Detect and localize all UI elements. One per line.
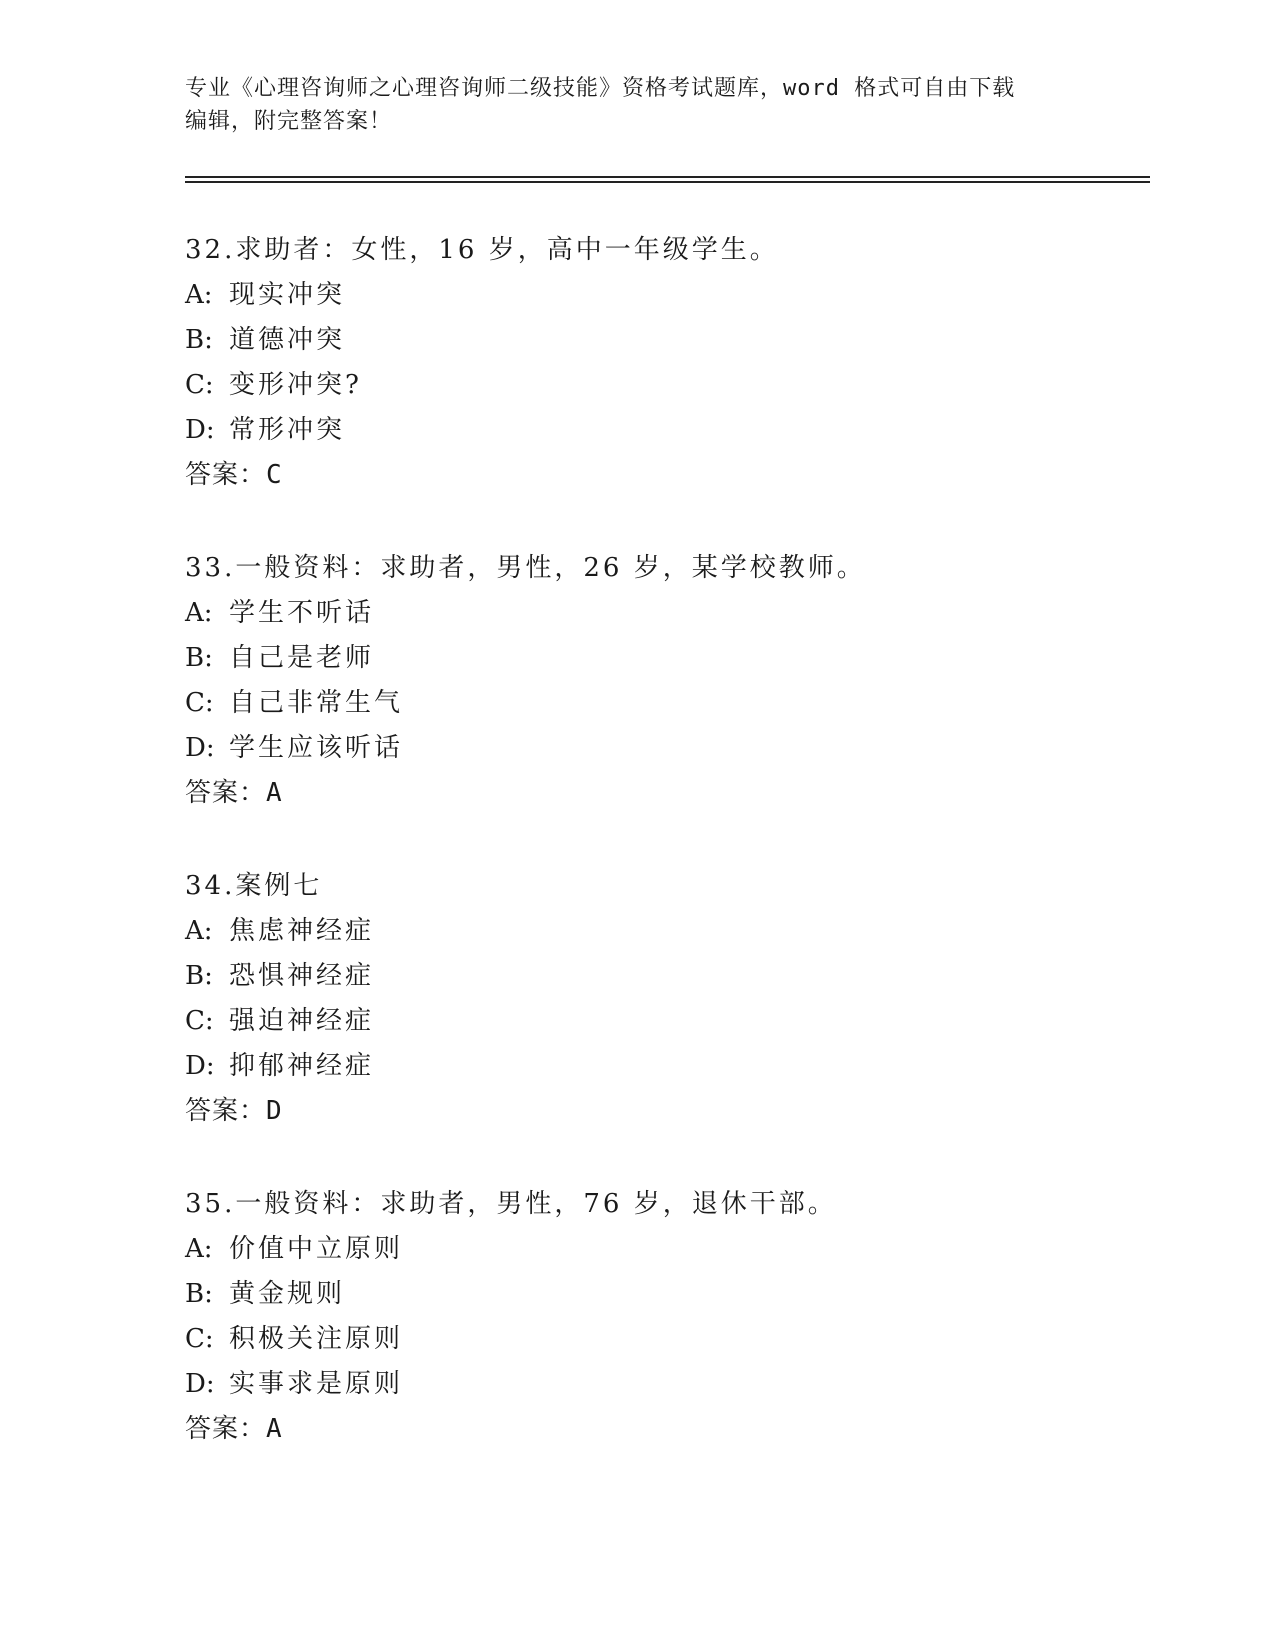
option-d	[185, 726, 1145, 771]
option-text: 学生不听话	[229, 598, 375, 628]
option-text: 道德冲突	[229, 325, 346, 355]
answer-line	[185, 453, 1145, 498]
option-letter: C:	[185, 370, 214, 400]
option-letter: A:	[185, 280, 213, 310]
option-b	[185, 318, 1145, 363]
option-letter: C:	[185, 1006, 214, 1036]
answer-line	[185, 771, 1145, 816]
option-c	[185, 999, 1145, 1044]
header-line-1: 专业《心理咨询师之心理咨询师二级技能》资格考试题库，word 格式可自由下载	[185, 76, 1016, 101]
option-text: 强迫神经症	[229, 1006, 375, 1036]
answer-label: 答案：	[185, 1414, 267, 1444]
option-text: 常形冲突	[229, 415, 346, 445]
question-block	[185, 546, 1145, 816]
option-text: 黄金规则	[229, 1279, 346, 1309]
option-text: 自己是老师	[229, 643, 375, 673]
header-line-2: 编辑，附完整答案！	[185, 109, 393, 134]
option-c	[185, 681, 1145, 726]
option-text: 自己非常生气	[229, 688, 404, 718]
option-letter: A:	[185, 598, 213, 628]
document-header	[185, 72, 1085, 138]
option-c	[185, 363, 1145, 408]
option-b	[185, 1272, 1145, 1317]
answer-label: 答案：	[185, 460, 267, 490]
option-text: 变形冲突?	[229, 370, 362, 400]
option-letter: B:	[185, 1279, 213, 1309]
option-letter: A:	[185, 916, 213, 946]
option-a	[185, 273, 1145, 318]
question-block	[185, 864, 1145, 1134]
option-d	[185, 408, 1145, 453]
option-text: 实事求是原则	[229, 1369, 404, 1399]
question-block	[185, 228, 1145, 498]
option-text: 价值中立原则	[229, 1234, 404, 1264]
option-text: 抑郁神经症	[229, 1051, 375, 1081]
header-divider-bottom	[185, 181, 1150, 183]
answer-label: 答案：	[185, 1096, 267, 1126]
option-letter: D:	[185, 1051, 215, 1081]
option-text: 现实冲突	[229, 280, 346, 310]
option-c	[185, 1317, 1145, 1362]
option-text: 恐惧神经症	[229, 961, 375, 991]
answer-line	[185, 1089, 1145, 1134]
option-a	[185, 1227, 1145, 1272]
question-stem: 34.案例七	[185, 871, 323, 901]
option-letter: B:	[185, 325, 213, 355]
answer-line	[185, 1407, 1145, 1452]
answer-label: 答案：	[185, 778, 267, 808]
answer-value: D	[266, 1096, 283, 1126]
answer-value: C	[266, 460, 283, 490]
option-d	[185, 1362, 1145, 1407]
question-stem: 32.求助者：女性，16 岁，高中一年级学生。	[185, 235, 779, 265]
option-text: 学生应该听话	[229, 733, 404, 763]
question-stem: 35.一般资料：求助者，男性，76 岁，退休干部。	[185, 1189, 837, 1219]
answer-value: A	[266, 1414, 283, 1444]
option-b	[185, 954, 1145, 999]
question-block	[185, 1182, 1145, 1452]
option-letter: B:	[185, 643, 213, 673]
option-letter: D:	[185, 415, 215, 445]
question-stem: 33.一般资料：求助者，男性，26 岁，某学校教师。	[185, 553, 866, 583]
option-a	[185, 909, 1145, 954]
option-letter: A:	[185, 1234, 213, 1264]
option-text: 积极关注原则	[229, 1324, 404, 1354]
answer-value: A	[266, 778, 283, 808]
option-text: 焦虑神经症	[229, 916, 375, 946]
option-a	[185, 591, 1145, 636]
option-letter: D:	[185, 733, 215, 763]
option-d	[185, 1044, 1145, 1089]
option-letter: B:	[185, 961, 213, 991]
option-letter: D:	[185, 1369, 215, 1399]
header-divider-top	[185, 176, 1150, 178]
option-letter: C:	[185, 688, 214, 718]
option-letter: C:	[185, 1324, 214, 1354]
option-b	[185, 636, 1145, 681]
